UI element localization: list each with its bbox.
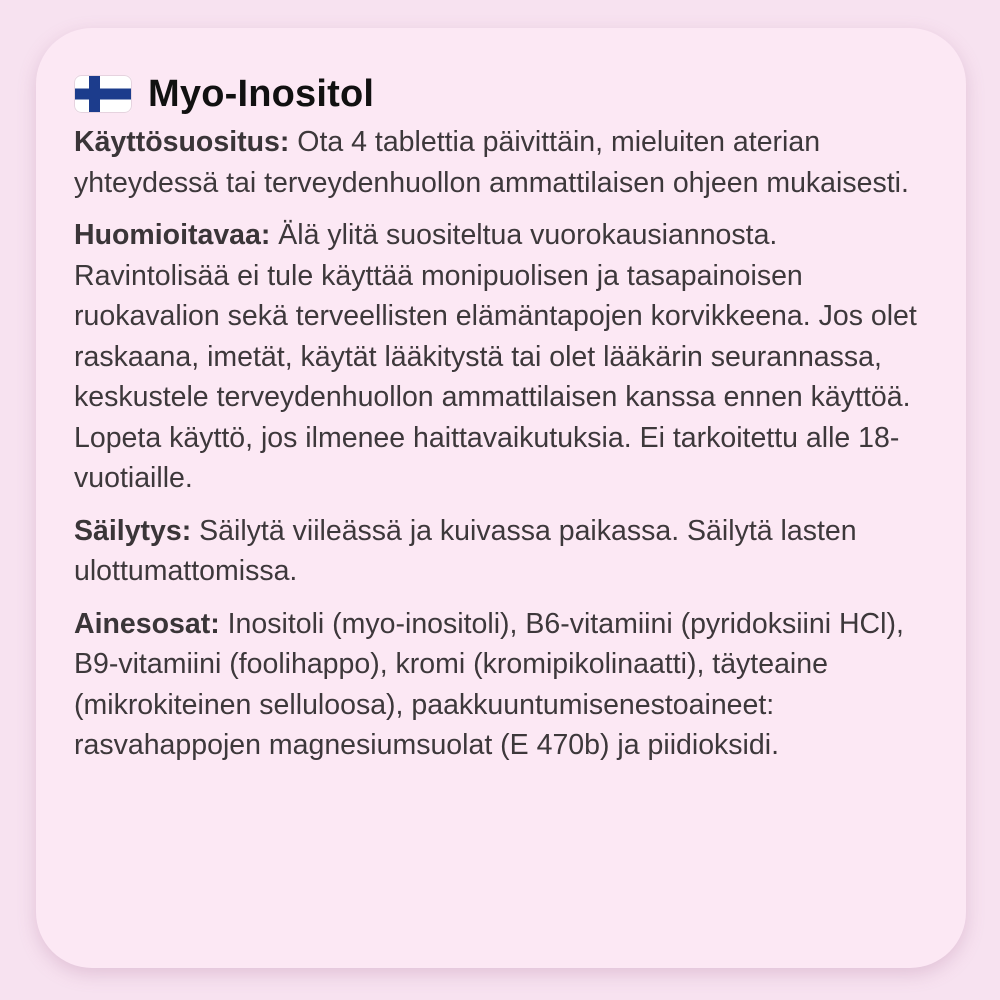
- ingredients-text: Inositoli (myo-inositoli), B6-vitamiini (pyridoksiini HCl), B9-vitamiini (foolihappo), kromi (kromipikolinaatti), täyteaine (mikrokiteinen selluloosa), paakkuuntumisenestoaineet: rasvahappojen magnesiumsuolat (E 470b) ja piidioksidi.: [74, 607, 904, 761]
- storage-text: Säilytä viileässä ja kuivassa paikassa. Säilytä lasten ulottumattomissa.: [74, 514, 857, 587]
- finland-flag-icon: [74, 75, 132, 113]
- usage-label: Käyttösuositus:: [74, 126, 290, 158]
- warnings-section: [74, 215, 918, 499]
- product-title: Myo-Inositol: [148, 72, 375, 115]
- warnings-label: Huomioitavaa:: [74, 219, 271, 251]
- ingredients-label: Ainesosat:: [74, 607, 220, 640]
- storage-section: [74, 511, 918, 592]
- info-card: [36, 28, 966, 968]
- usage-text: Ota 4 tablettia päivittäin, mieluiten aterian yhteydessä tai terveydenhuollon ammattilaisen ohjeen mukaisesti.: [74, 126, 909, 199]
- usage-section: [74, 122, 918, 203]
- ingredients-section: [74, 604, 918, 766]
- title-row: [74, 68, 918, 120]
- storage-label: Säilytys:: [74, 514, 192, 547]
- warnings-text: Älä ylitä suositeltua vuorokausiannosta. Ravintolisää ei tule käyttää monipuolisen ja tasapainoisen ruokavalion sekä terveellisten elämäntapojen korvikkeena. Jos olet raskaana, imetät, käytät lääkitystä tai olet lääkärin seurannassa, keskustele terveydenhuollon ammattilaisen kanssa ennen käyttöä. Lopeta käyttö, jos ilmenee haittavaikutuksia. Ei tarkoitettu alle 18-vuotiaille.: [74, 219, 917, 494]
